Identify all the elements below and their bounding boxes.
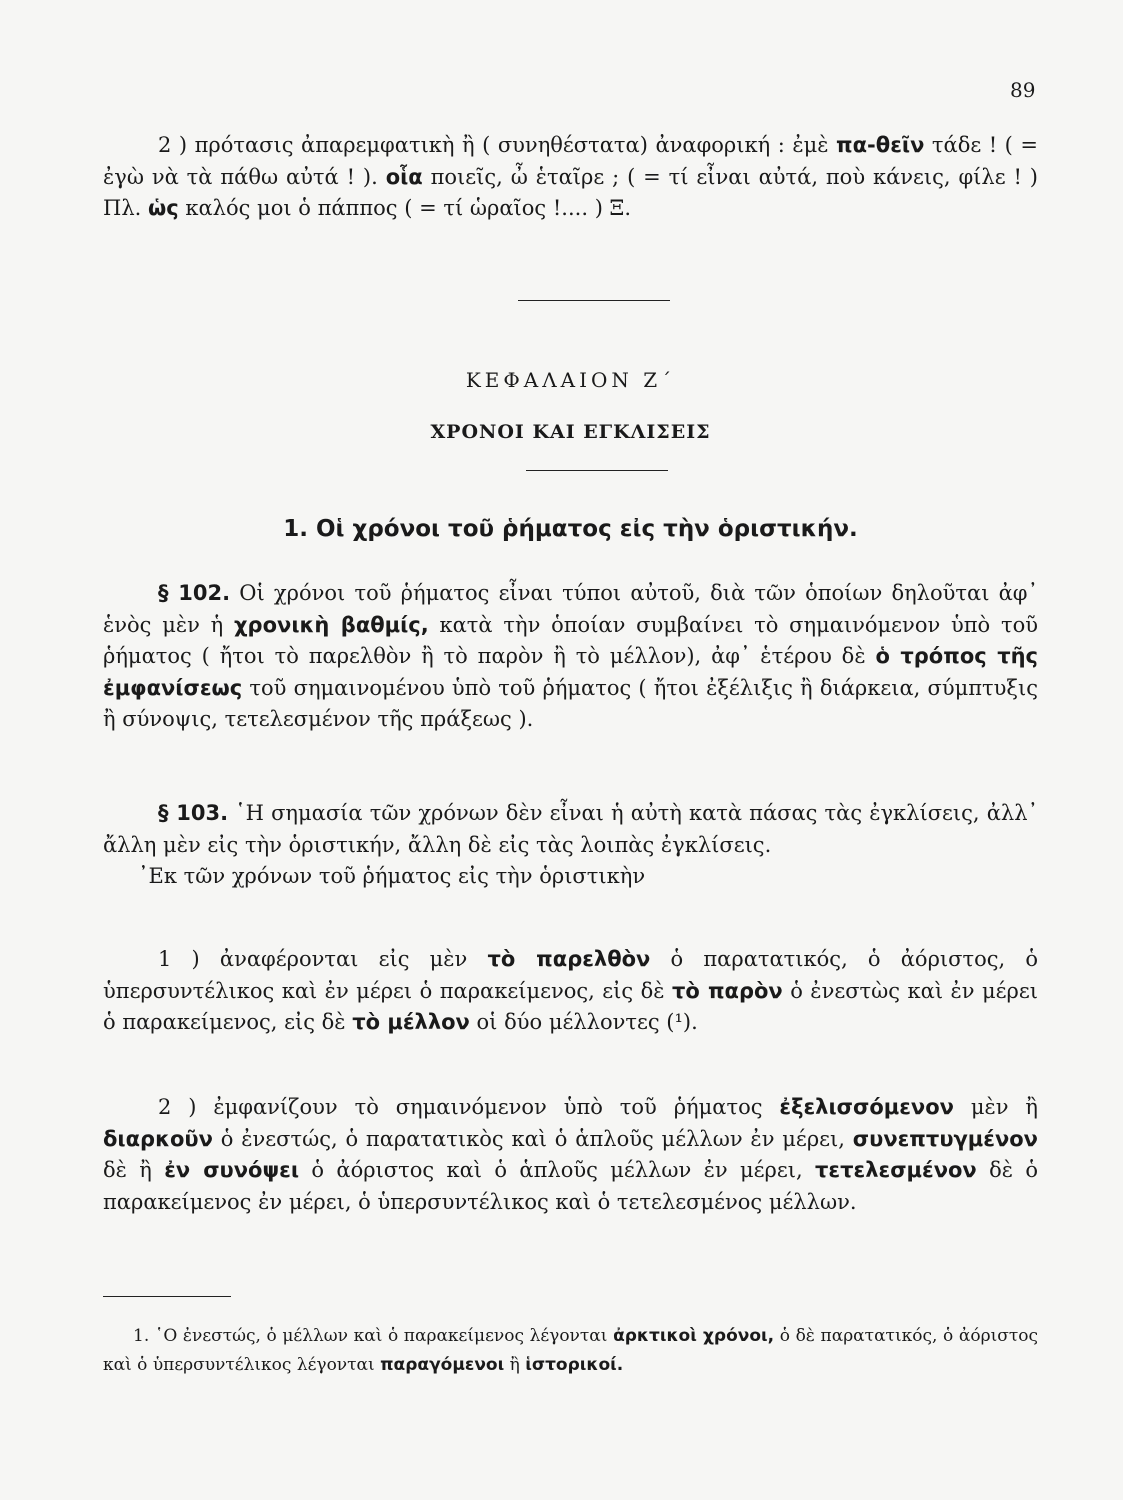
text-run: ὁ ἐνεστώς, ὁ παρατατικὸς καὶ ὁ ἁπλοῦς μέλλων ἐν μέρει, xyxy=(212,1126,853,1151)
bold-term: χρονικὴ βαθμίς, xyxy=(234,612,429,637)
text-run: καλός μοι ὁ πάππος ( = τί ὡραῖος !.... ) Ξ. xyxy=(178,196,632,220)
section-number: § 103. xyxy=(158,801,229,825)
text-run: 1. ῾Ο ἐνεστώς, ὁ μέλλων καὶ ὁ παρακείμενος λέγονται xyxy=(133,1326,614,1346)
bold-term: τὸ μέλλον xyxy=(352,1010,470,1034)
divider xyxy=(518,300,670,301)
text-run: Οἱ χρόνοι τοῦ ῥήματος εἶναι τύποι αὐτοῦ, διὰ τῶν ὁποίων δηλοῦται ἀφ᾽ ἑνὸς μὲν ἡ xyxy=(103,581,1038,637)
bold-term: οἷα xyxy=(385,164,423,189)
text-run: ᾽Εκ τῶν χρόνων τοῦ ῥήματος εἰς τὴν ὁριστικὴν xyxy=(138,864,646,888)
text-run: ὁ δὲ παρατατικός, ὁ ἀόριστος καὶ ὁ ὑπερσυντέλικος λέγονται xyxy=(103,1326,1038,1375)
text-run: τοῦ σημαινομένου ὑπὸ τοῦ ῥήματος ( ἤτοι ἐξέλιξις ἢ διάρκεια, σύμπτυξις ἢ σύνοψις, τετελεσμένον τῆς πράξεως ). xyxy=(103,675,1038,731)
bold-term: ἀρκτικοὶ χρόνοι, xyxy=(613,1326,775,1346)
text-run: ῾Η σημασία τῶν χρόνων δὲν εἶναι ἡ αὐτὴ κατὰ πάσας τὰς ἐγκλίσεις, ἀλλ᾽ ἄλλη μὲν εἰς τὴν ὁριστικήν, ἄλλη δὲ εἰς τὰς λοιπὰς ἐγκλίσεις. xyxy=(103,801,1039,857)
footnote-divider xyxy=(103,1296,231,1297)
text-run: τάδε ! ( = ἐγὼ νὰ τὰ πάθω αὐτά ! ). xyxy=(103,133,1038,189)
section-number: § 102. xyxy=(158,581,231,605)
section-title: 1. Οἱ χρόνοι τοῦ ῥήματος εἰς τὴν ὁριστικήν. xyxy=(283,516,858,542)
bold-term: ἐν συνόψει xyxy=(164,1158,300,1182)
item-2 xyxy=(103,1092,1038,1218)
chapter-title: ΧΡΟΝΟΙ ΚΑΙ ΕΓΚΛΙΣΕΙΣ xyxy=(430,421,711,443)
text-run: κατὰ τὴν ὁποίαν συμβαίνει τὸ σημαινόμενον ὑπὸ τοῦ ῥήματος ( ἤτοι τὸ παρελθὸν ἢ τὸ παρὸν ἢ τὸ μέλλον), ἀφ᾽ ἑτέρου δὲ xyxy=(103,612,1038,668)
footnote xyxy=(103,1322,1038,1380)
text-run: δὲ ἢ xyxy=(103,1158,165,1182)
text-run: ὁ ἐνεστὼς καὶ ἐν μέρει ὁ παρακείμενος, εἰς δὲ xyxy=(103,978,1038,1034)
text-run: 1 ) ἀναφέρονται εἰς μὲν xyxy=(158,947,488,971)
text-run: ὁ παρατατικός, ὁ ἀόριστος, ὁ ὑπερσυντέλικος καὶ ἐν μέρει ὁ παρακείμενος, εἰς δὲ xyxy=(103,947,1038,1003)
paragraph-102 xyxy=(103,578,1038,736)
bold-term: παραγόμενοι xyxy=(380,1355,505,1375)
page-number: 89 xyxy=(1010,78,1036,102)
text-run: ποιεῖς, ὦ ἑταῖρε ; ( = τί εἶναι αὐτά, ποὺ κάνεις, φίλε ! ) Πλ. xyxy=(103,164,1038,220)
bold-term: τὸ παρελθὸν xyxy=(487,947,651,971)
item-1 xyxy=(103,944,1038,1039)
bold-term: τὸ παρὸν xyxy=(672,978,783,1003)
bold-term: τετελεσμένον xyxy=(815,1158,977,1182)
chapter-label: ΚΕΦΑΛΑΙΟΝ Ζ΄ xyxy=(465,368,676,392)
bold-term: πα-θεῖν xyxy=(836,133,925,157)
paragraph-103 xyxy=(103,798,1038,893)
intro-paragraph xyxy=(103,130,1038,225)
text-run: 2 ) πρότασις ἀπαρεμφατικὴ ἢ ( συνηθέστατα) ἀναφορική : ἐμὲ xyxy=(158,133,837,157)
text-run: ἢ xyxy=(504,1355,526,1375)
bold-term: ἐξελισσόμενον xyxy=(779,1095,954,1119)
text-run: ὁ ἀόριστος καὶ ὁ ἁπλοῦς μέλλων ἐν μέρει, xyxy=(299,1158,816,1182)
text-run: οἱ δύο μέλλοντες (¹). xyxy=(469,1010,698,1034)
bold-term: ὁ τρόπος τῆς ἐμφανίσεως xyxy=(103,644,1039,700)
bold-term: συνεπτυγμένον xyxy=(852,1126,1038,1151)
bold-term: ὡς xyxy=(147,196,179,220)
text-run: 2 ) ἐμφανίζουν τὸ σημαινόμενον ὑπὸ τοῦ ῥήματος xyxy=(158,1095,780,1119)
divider xyxy=(526,470,668,471)
bold-term: ἱστορικοί. xyxy=(525,1355,624,1375)
text-run: μὲν ἢ xyxy=(953,1095,1038,1119)
text-run: δὲ ὁ παρακείμενος ἐν μέρει, ὁ ὑπερσυντέλικος καὶ ὁ τετελεσμένος μέλλων. xyxy=(103,1158,1039,1214)
bold-term: διαρκοῦν xyxy=(103,1126,213,1151)
